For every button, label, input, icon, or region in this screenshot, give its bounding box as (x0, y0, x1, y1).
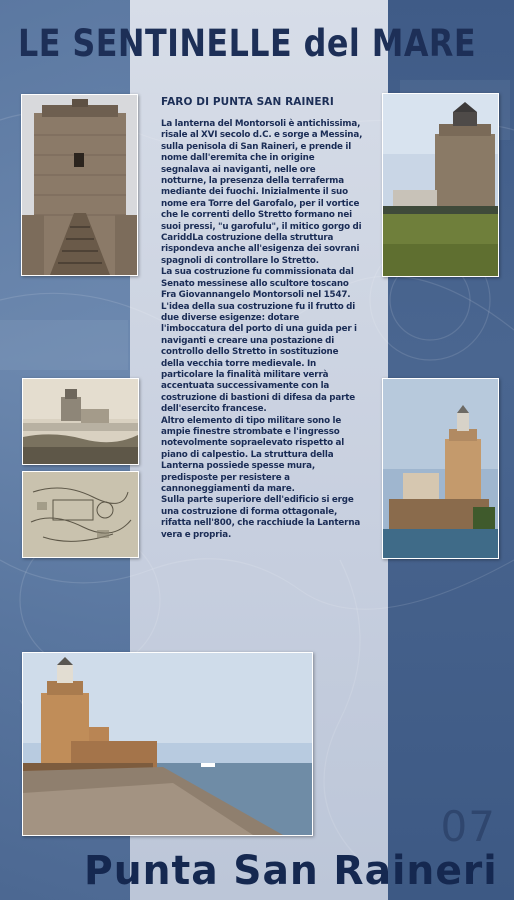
footer-title: Punta San Raineri (84, 848, 498, 894)
page-title: LE SENTINELLE del MARE (18, 22, 476, 65)
photo-tower-sea (382, 378, 499, 559)
photo-beach-panorama (22, 652, 313, 836)
photo-old-map (22, 471, 139, 558)
article-paragraph: La sua costruzione fu commissionata dal Senato messinese allo scultore toscano Fra Giovannangelo Montorsoli nel 1547. L'idea della sua costruzione fu il frutto di due diverse esigenze: dotare l'imboccatura del porto di una guida per i naviganti e creare una postazione di controllo dello Stretto in sostituzione della vecchia torre medievale. In particolare la finalità militare verrà accentuata successivamente con la costruzione di bastioni di difesa da parte dell'esercito francese. (161, 267, 357, 415)
article (161, 96, 363, 541)
article-paragraph: La lanterna del Montorsoli è antichissima, risale al XVI secolo d.C. e sorge a Messina, sulla penisola di San Raineri, e prende il nome dall'eremita che in origine segnalava ai naviganti, nelle ore notturne, la presenza della terraferma mediante dei fuochi. Inizialmente il suo nome era Torre del Garofalo, per il vortice che le correnti dello Stretto formano nei suoi pressi, "u garofulu", il mitico gorgo di CariddLa costruzione della struttura rispondeva anche all'esigenza dei sovrani spagnoli di controllare lo Stretto. (161, 119, 363, 266)
page-number: 07 (440, 802, 496, 851)
header (0, 8, 514, 78)
photo-old-postcard (22, 378, 139, 465)
article-paragraph: Altro elemento di tipo militare sono le ampie finestre strombate e l'ingresso notevolmente sopraelevato rispetto al piano di calpestio. La struttura della Lanterna possiede spesse mura, predisposte per resistere a cannoneggiamenti da mare. (161, 415, 345, 494)
photo-tower-grass (382, 93, 499, 277)
article-paragraph: Sulla parte superiore dell'edificio si erge una costruzione di forma ottagonale, rifatta nell'800, che racchiude la Lanterna vera e propria. (161, 495, 361, 540)
photo-tower-staircase (21, 94, 138, 276)
article-title: FARO DI PUNTA SAN RAINERI (161, 96, 334, 108)
